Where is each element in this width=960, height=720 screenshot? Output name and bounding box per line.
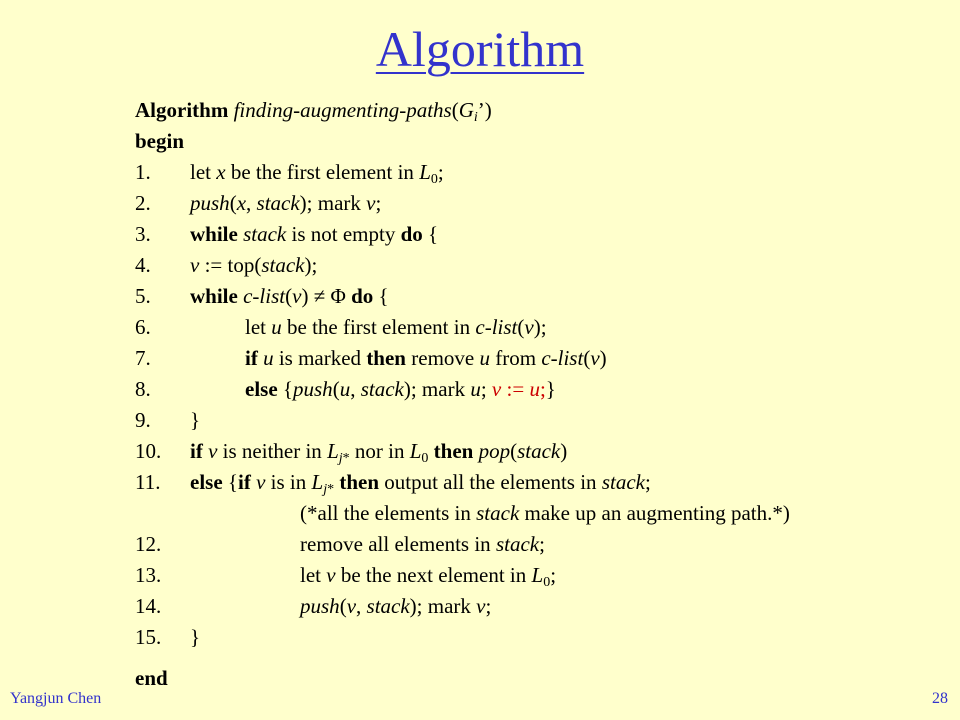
- line-number: 4.: [135, 253, 151, 277]
- algorithm-name: finding-augmenting-paths: [233, 98, 452, 122]
- footer-page-number: 28: [932, 690, 948, 707]
- keyword-begin: begin: [135, 129, 185, 153]
- line-number: 6.: [135, 315, 151, 339]
- line-code: while c-list(v) ≠ Φ do {: [190, 284, 389, 308]
- line-number: 3.: [135, 222, 151, 246]
- line-number: 8.: [135, 377, 151, 401]
- line-code: v := top(stack);: [190, 253, 318, 277]
- line-number: 7.: [135, 346, 151, 370]
- line-number: 12.: [135, 532, 162, 556]
- line-code: let x be the first element in $L_0$;: [190, 160, 444, 187]
- line-code: else {if v is in $L_{j*}$ then output all the elements in stack;: [190, 470, 651, 497]
- footer-author: Yangjun Chen: [10, 690, 102, 707]
- line-code: let v be the next element in $L_0$;: [300, 563, 557, 590]
- line-code: else {push(u, stack); mark u; v := u;}: [245, 377, 556, 401]
- line-number: 9.: [135, 408, 151, 432]
- line-number: 10.: [135, 439, 162, 463]
- algorithm-arg-tail: ’): [477, 98, 492, 122]
- line-number: 13.: [135, 563, 162, 587]
- line-code: remove all elements in stack;: [300, 532, 545, 556]
- line-code: }: [190, 625, 201, 649]
- line-code: }: [190, 408, 201, 432]
- line-number: 14.: [135, 594, 162, 618]
- line-code: push(v, stack); mark v;: [300, 594, 492, 618]
- algorithm-arg: G: [458, 98, 474, 122]
- line-number: 15.: [135, 625, 162, 649]
- line-code: push(x, stack); mark v;: [190, 191, 382, 215]
- line-code: let u be the first element in c-list(v);: [245, 315, 547, 339]
- line-code: if u is marked then remove u from c-list(v): [245, 346, 607, 370]
- line-number: 11.: [135, 470, 161, 494]
- line-number: 1.: [135, 160, 151, 184]
- slide-title: Algorithm: [375, 21, 585, 77]
- algorithm-keyword: Algorithm: [135, 98, 229, 122]
- keyword-end: end: [135, 666, 168, 690]
- line-code: if v is neither in $L_{j*}$ nor in $L_0$ then pop(stack): [190, 439, 568, 466]
- line-number: 5.: [135, 284, 151, 308]
- algorithm-header: Algorithm finding-$augmenting-paths(G_i’)$: [135, 98, 492, 125]
- line-number: 2.: [135, 191, 151, 215]
- line-code: (*all the elements in stack make up an augmenting path.*): [300, 501, 790, 525]
- line-code: while stack is not empty do {: [190, 222, 439, 246]
- algorithm-arg-sub: i: [473, 110, 478, 125]
